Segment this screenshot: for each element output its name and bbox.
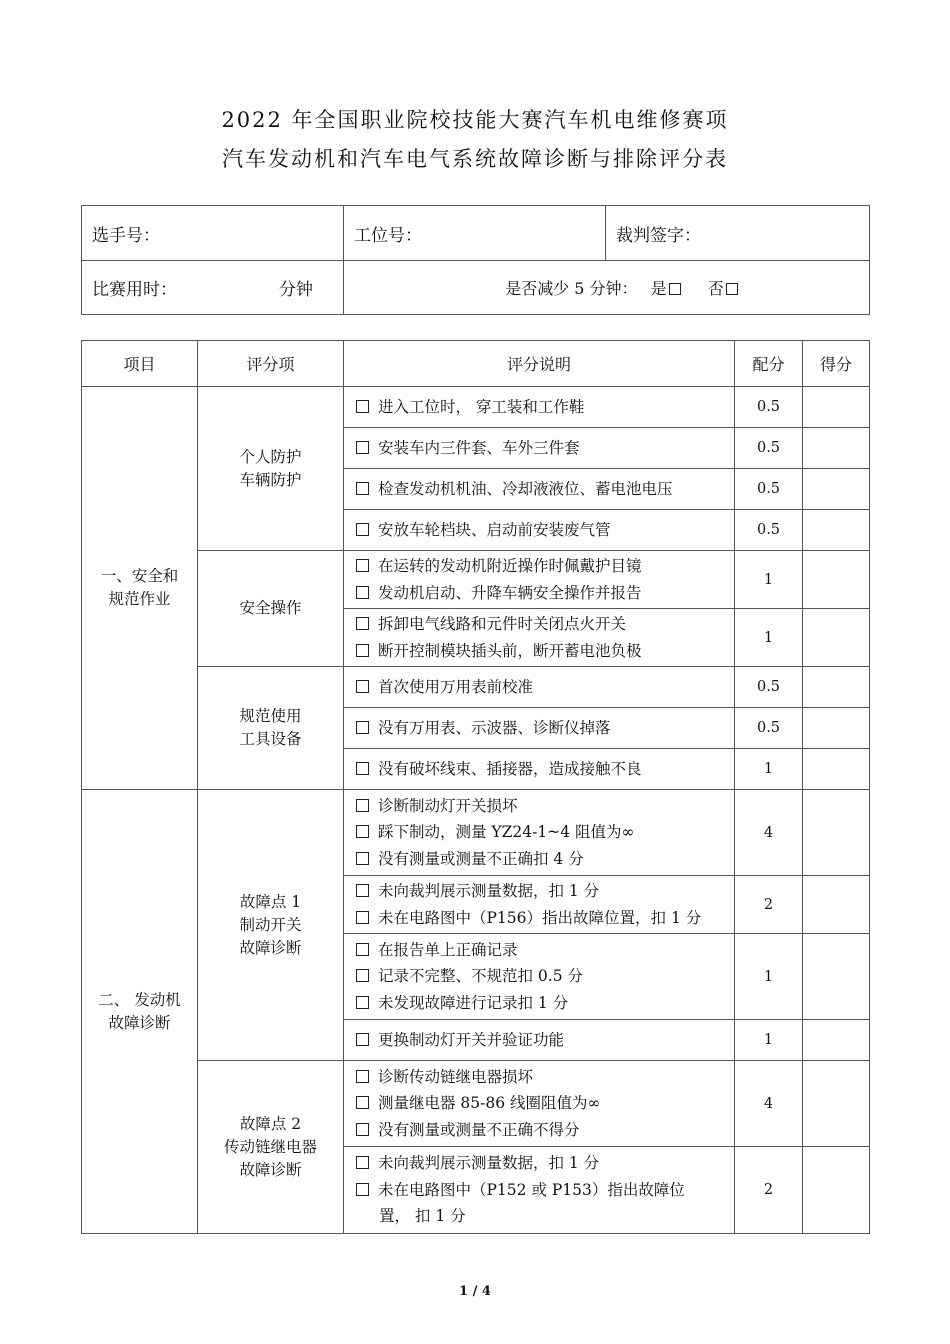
time-used-cell [82,261,344,315]
checkbox-icon[interactable] [356,523,369,536]
item-cell-line: 传动链继电器 [223,1137,317,1156]
points-cell: 1 [735,551,803,609]
checkbox-icon[interactable] [356,482,369,495]
score-input-cell[interactable] [803,790,870,876]
checkbox-icon[interactable] [356,799,369,812]
no-label: 否 [707,279,724,298]
item-cell-line: 故障点 2 [239,1114,302,1133]
criteria-line [356,1150,734,1177]
criteria-text: 没有万用表、示波器、诊断仪掉落 [378,718,611,737]
score-input-cell[interactable] [803,749,870,790]
criteria-line [356,611,734,638]
points-cell: 0.5 [735,469,803,510]
criteria-text: 置， 扣 1 分 [379,1207,466,1226]
points-cell: 0.5 [735,667,803,708]
item-cell-line: 个人防护 [239,447,302,466]
page-number: 1 / 4 [459,1284,491,1299]
deduct-cell [344,261,870,315]
criteria-text: 安装车内三件套、车外三件套 [378,438,580,457]
contestant-info-table [81,205,870,315]
item-cell [198,1061,344,1234]
header-score: 得分 [803,341,870,387]
criteria-text: 发动机启动、升降车辆安全操作并报告 [378,583,642,602]
item-cell-line: 制动开关 [239,915,302,934]
time-unit: 分钟 [279,280,313,300]
item-cell [198,790,344,1061]
points-cell: 4 [735,1061,803,1147]
points-cell: 4 [735,790,803,876]
points-cell: 1 [735,609,803,667]
item-cell [198,387,344,551]
criteria-line [356,878,734,905]
criteria-line [356,1090,734,1117]
header-row [82,341,870,387]
item-cell-line: 故障点 1 [239,892,302,911]
criteria-cell [344,667,735,708]
score-input-cell[interactable] [803,876,870,934]
criteria-text: 检查发动机机油、冷却液液位、蓄电池电压 [378,479,673,498]
criteria-cell [344,428,735,469]
header-project: 项目 [82,341,198,387]
criteria-text: 没有破坏线束、插接器，造成接触不良 [378,759,642,778]
checkbox-icon[interactable] [356,911,369,924]
criteria-text: 在运转的发动机附近操作时佩戴护目镜 [378,557,642,575]
score-input-cell[interactable] [803,510,870,551]
project-cell-line: 二、 发动机 [98,990,181,1009]
points-cell: 0.5 [735,510,803,551]
header-desc: 评分说明 [344,341,735,387]
checkbox-icon[interactable] [356,1096,369,1109]
criteria-line [356,1064,734,1091]
criteria-cell [344,609,735,667]
criteria-text: 测量继电器 85-86 线圈阻值为∞ [378,1094,601,1113]
project-cell [82,387,198,790]
criteria-line [356,1117,734,1144]
criteria-text: 未向裁判展示测量数据，扣 1 分 [378,882,600,900]
item-cell-line: 工具设备 [239,730,302,748]
criteria-text: 踩下制动，测量 YZ24-1~4 阻值为∞ [378,823,635,842]
points-cell: 1 [735,749,803,790]
station-number-label: 工位号： [344,206,606,261]
criteria-text: 拆卸电气线路和元件时关闭点火开关 [378,615,627,633]
criteria-line [356,963,734,990]
criteria-line [356,756,734,783]
points-cell: 0.5 [735,428,803,469]
checkbox-icon[interactable] [356,1123,369,1136]
criteria-line [356,435,734,462]
points-cell: 1 [735,1020,803,1061]
item-cell-line: 故障诊断 [239,938,302,957]
criteria-text: 未向裁判展示测量数据，扣 1 分 [378,1154,600,1173]
criteria-cell [344,387,735,428]
score-input-cell[interactable] [803,609,870,667]
checkbox-icon[interactable] [356,852,369,865]
points-cell: 1 [735,934,803,1020]
criteria-cell [344,708,735,749]
project-cell-line: 规范作业 [108,590,171,608]
title-line-1: 2022 年全国职业院校技能大赛汽车机电维修赛项 [221,108,729,132]
criteria-text: 没有测量或测量不正确不得分 [378,1120,580,1139]
score-input-cell[interactable] [803,934,870,1020]
criteria-text: 诊断传动链继电器损坏 [378,1067,534,1086]
checkbox-icon[interactable] [356,825,369,838]
score-input-cell[interactable] [803,708,870,749]
item-cell-line: 故障诊断 [239,1160,302,1179]
criteria-text: 在报告单上正确记录 [378,940,518,959]
checkbox-icon[interactable] [356,644,369,657]
project-cell [82,790,198,1234]
checkbox-icon[interactable] [356,1070,369,1083]
deduct-label: 是否减少 5 分钟： [505,279,638,298]
criteria-cell [344,469,735,510]
criteria-text: 首次使用万用表前校准 [378,677,534,696]
criteria-text: 记录不完整、不规范扣 0.5 分 [378,967,584,986]
item-cell-line: 安全操作 [239,599,302,617]
score-input-cell[interactable] [803,1147,870,1234]
checkbox-icon[interactable] [356,884,369,897]
contestant-number-label: 选手号： [82,206,344,261]
criteria-text: 安放车轮档块、启动前安装废气管 [378,520,611,539]
criteria-line [356,905,734,932]
criteria-text: 进入工位时， 穿工装和工作鞋 [378,397,585,416]
score-input-cell[interactable] [803,1061,870,1147]
criteria-cell [344,1147,735,1234]
criteria-cell [344,876,735,934]
judge-signature-label: 裁判签字： [606,206,870,261]
criteria-text: 未在电路图中（P152 或 P153）指出故障位 [378,1180,685,1199]
checkbox-icon[interactable] [356,617,369,630]
header-points: 配分 [735,341,803,387]
item-cell [198,667,344,790]
criteria-cell [344,551,735,609]
checkbox-icon[interactable] [356,943,369,956]
item-cell [198,551,344,667]
criteria-text: 未在电路图中（P156）指出故障位置，扣 1 分 [378,908,702,927]
score-input-cell[interactable] [803,1020,870,1061]
criteria-line [356,793,734,820]
checkbox-icon[interactable] [356,441,369,454]
checkbox-icon[interactable] [356,400,369,413]
checkbox-icon[interactable] [356,1033,369,1046]
no-checkbox[interactable] [726,283,738,295]
score-row [82,790,870,876]
criteria-text: 诊断制动灯开关损坏 [378,796,518,815]
item-cell-line: 车辆防护 [239,470,302,489]
score-input-cell[interactable] [803,387,870,428]
score-input-cell[interactable] [803,551,870,609]
score-row [82,387,870,428]
criteria-line [356,1027,734,1054]
score-row [82,667,870,708]
checkbox-icon[interactable] [356,1183,369,1196]
criteria-text: 未发现故障进行记录扣 1 分 [378,993,569,1012]
checkbox-icon[interactable] [356,680,369,693]
score-row [82,1061,870,1147]
points-cell: 0.5 [735,708,803,749]
checkbox-icon[interactable] [356,969,369,982]
criteria-cell [344,1061,735,1147]
project-cell-line: 故障诊断 [108,1013,171,1032]
score-table [81,340,870,1234]
criteria-cell [344,1020,735,1061]
criteria-line [356,638,734,665]
points-cell: 2 [735,876,803,934]
checkbox-icon[interactable] [356,559,369,572]
criteria-line [356,846,734,873]
project-cell-line: 一、安全和 [100,567,179,585]
criteria-cell [344,749,735,790]
time-used-label: 比赛用时： [92,280,177,300]
criteria-line [356,580,734,607]
criteria-cell [344,790,735,876]
score-row [82,551,870,609]
criteria-text: 更换制动灯开关并验证功能 [378,1030,565,1049]
criteria-line [356,517,734,544]
points-cell: 2 [735,1147,803,1234]
checkbox-icon[interactable] [356,762,369,775]
title-line-2: 汽车发动机和汽车电气系统故障诊断与排除评分表 [222,147,728,171]
criteria-line [356,937,734,964]
criteria-text: 断开控制模块插头前，断开蓄电池负极 [378,641,642,660]
score-input-cell[interactable] [803,428,870,469]
criteria-line [356,1177,734,1204]
header-item: 评分项 [198,341,344,387]
checkbox-icon[interactable] [356,586,369,599]
criteria-line [356,394,734,421]
item-cell-line: 规范使用 [239,707,302,725]
criteria-cell [344,934,735,1020]
criteria-cell [344,510,735,551]
criteria-line [356,715,734,742]
criteria-line [356,819,734,846]
criteria-line [356,553,734,580]
criteria-line [356,476,734,503]
yes-label: 是 [650,279,667,298]
checkbox-icon[interactable] [356,1156,369,1169]
checkbox-icon[interactable] [356,721,369,734]
score-input-cell[interactable] [803,469,870,510]
points-cell: 0.5 [735,387,803,428]
criteria-line [356,990,734,1017]
criteria-text: 没有测量或测量不正确扣 4 分 [378,849,584,868]
checkbox-icon[interactable] [356,996,369,1009]
yes-checkbox[interactable] [669,283,681,295]
criteria-line [356,674,734,701]
criteria-line [356,1203,734,1230]
score-input-cell[interactable] [803,667,870,708]
